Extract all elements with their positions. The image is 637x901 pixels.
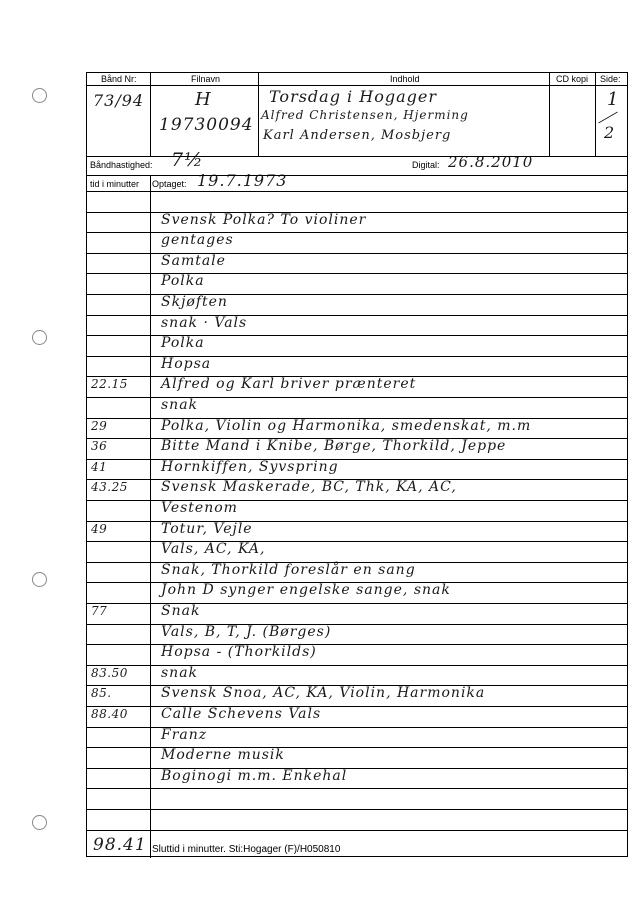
grid-line	[87, 438, 627, 439]
grid-line	[87, 85, 627, 86]
entry-content: Moderne musik	[161, 747, 285, 764]
entry-content: Skjøften	[161, 294, 228, 310]
digital-label: Digital:	[412, 160, 440, 170]
entry-content: Alfred og Karl briver prænteret	[161, 376, 417, 393]
entry-content: Polka	[161, 335, 205, 352]
table-row	[87, 315, 627, 336]
grid-line	[87, 830, 627, 831]
table-row	[87, 788, 627, 809]
table-row	[87, 685, 627, 706]
filnavn-number: 19730094	[159, 115, 254, 135]
table-row	[87, 665, 627, 686]
grid-line	[150, 175, 151, 858]
grid-line	[87, 603, 627, 604]
grid-line	[549, 73, 550, 156]
entry-time: 22.15	[91, 377, 128, 392]
table-row	[87, 459, 627, 480]
entry-content: Polka, Violin og Harmonika, smedenskat, m.m	[161, 417, 532, 434]
side-divider-stroke	[598, 112, 618, 124]
table-row	[87, 603, 627, 624]
entry-time: 36	[91, 439, 108, 454]
grid-line	[258, 73, 259, 156]
entry-content: Snak	[161, 603, 201, 619]
grid-line	[87, 175, 627, 176]
table-row	[87, 541, 627, 562]
grid-line	[87, 541, 627, 542]
grid-line	[87, 273, 627, 274]
grid-line	[87, 706, 627, 707]
table-row	[87, 253, 627, 274]
header-indhold: Indhold	[390, 74, 420, 84]
entry-time: 77	[91, 604, 108, 618]
grid-line	[87, 191, 627, 192]
grid-line	[87, 479, 627, 480]
table-row	[87, 335, 627, 356]
tape-log-form	[86, 72, 628, 857]
table-row	[87, 212, 627, 233]
entry-content: Bitte Mand i Knibe, Børge, Thorkild, Jeppe	[161, 438, 507, 455]
bandhastighed-label: Båndhastighed:	[90, 160, 153, 170]
punch-hole-bottom	[32, 815, 47, 830]
table-row	[87, 356, 627, 377]
table-row	[87, 232, 627, 253]
grid-line	[87, 685, 627, 686]
grid-line	[87, 418, 627, 419]
grid-line	[87, 232, 627, 233]
grid-line	[87, 253, 627, 254]
grid-line	[87, 212, 627, 213]
header-band-nr: Bånd Nr:	[101, 74, 137, 84]
indhold-person-1: Alfred Christensen, Hjerming	[261, 108, 469, 122]
entry-content: Polka	[161, 273, 205, 290]
table-row	[87, 624, 627, 645]
table-row	[87, 727, 627, 748]
entry-content: snak	[161, 664, 199, 681]
entry-content: Samtale	[161, 252, 226, 269]
table-row	[87, 562, 627, 583]
header-cd-kopi: CD kopi	[556, 74, 589, 84]
entry-content: Hopsa - (Thorkilds)	[161, 644, 317, 661]
grid-line	[87, 582, 627, 583]
entry-content: Svensk Snoa, AC, KA, Violin, Harmonika	[161, 685, 486, 702]
punch-hole-top	[32, 88, 47, 103]
entry-content: gentages	[161, 232, 234, 249]
table-row	[87, 397, 627, 418]
filnavn-prefix: H	[195, 89, 212, 110]
entry-time: 85.	[91, 686, 112, 701]
grid-line	[87, 156, 627, 157]
entry-time: 88.40	[91, 707, 128, 721]
grid-line	[87, 562, 627, 563]
punch-hole-middle	[32, 330, 47, 345]
entry-content: snak	[161, 397, 199, 413]
indhold-person-2: Karl Andersen, Mosbjerg	[263, 128, 452, 143]
table-row	[87, 768, 627, 789]
entry-time: 41	[91, 459, 108, 474]
header-side: Side:	[600, 74, 621, 84]
entry-content: Hopsa	[161, 355, 212, 372]
table-row	[87, 644, 627, 665]
entry-time: 83.50	[91, 665, 128, 680]
entry-content: Vestenom	[161, 500, 238, 516]
grid-line	[87, 521, 627, 522]
slut-text: Sluttid i minutter. Sti:Hogager (F)/H050810	[152, 844, 341, 855]
entry-content: Franz	[161, 726, 208, 743]
band-number: 73/94	[93, 91, 145, 110]
entry-content: Vals, AC, KA,	[161, 541, 266, 558]
side-end: 2	[604, 123, 616, 142]
grid-line	[87, 665, 627, 666]
entry-content: Calle Schevens Vals	[161, 706, 322, 722]
table-row	[87, 191, 627, 212]
entry-content: Svensk Polka? To violiner	[161, 211, 367, 228]
indhold-title: Torsdag i Hogager	[269, 87, 437, 106]
entry-content: Totur, Vejle	[161, 520, 253, 537]
optaget-label: Optaget:	[152, 179, 187, 189]
entry-content: Svensk Maskerade, BC, Thk, KA, AC,	[161, 479, 457, 496]
table-row	[87, 582, 627, 603]
entry-time: 49	[91, 521, 108, 536]
table-row	[87, 500, 627, 521]
grid-line	[87, 809, 627, 810]
table-row	[87, 273, 627, 294]
table-row	[87, 479, 627, 500]
table-row	[87, 438, 627, 459]
grid-line	[87, 459, 627, 460]
header-filnavn: Filnavn	[191, 74, 221, 84]
entry-content: Vals, B, T, J. (Børges)	[161, 623, 332, 640]
grid-line	[87, 335, 627, 336]
grid-line	[87, 788, 627, 789]
grid-line	[87, 644, 627, 645]
side-start: 1	[607, 89, 620, 110]
optaget-value: 19.7.1973	[197, 171, 288, 190]
total-time: 98.41	[93, 835, 147, 855]
table-row	[87, 747, 627, 768]
entry-content: John D synger engelske sange, snak	[161, 582, 451, 599]
grid-line	[87, 747, 627, 748]
tid-label: tid i minutter	[90, 179, 140, 189]
table-row	[87, 294, 627, 315]
entry-content: Hornkiffen, Syvspring	[161, 458, 339, 475]
grid-line	[150, 73, 151, 156]
table-row	[87, 809, 627, 830]
entry-content: Boginogi m.m. Enkehal	[161, 767, 348, 784]
grid-line	[87, 397, 627, 398]
entry-content: snak · Vals	[161, 314, 248, 331]
grid-line	[87, 768, 627, 769]
grid-line	[87, 624, 627, 625]
table-row	[87, 706, 627, 727]
grid-line	[87, 727, 627, 728]
entry-time: 43.25	[91, 480, 128, 495]
table-row	[87, 521, 627, 542]
grid-line	[87, 315, 627, 316]
table-row	[87, 418, 627, 439]
grid-line	[87, 376, 627, 377]
punch-hole-lower	[32, 572, 47, 587]
table-row	[87, 376, 627, 397]
digital-value: 26.8.2010	[448, 153, 534, 171]
grid-line	[87, 356, 627, 357]
grid-line	[595, 73, 596, 156]
grid-line	[87, 294, 627, 295]
entry-time: 29	[91, 418, 108, 433]
grid-line	[87, 500, 627, 501]
entry-content: Snak, Thorkild foreslår en sang	[161, 561, 416, 578]
bandhastighed-value: 7½	[171, 149, 204, 171]
